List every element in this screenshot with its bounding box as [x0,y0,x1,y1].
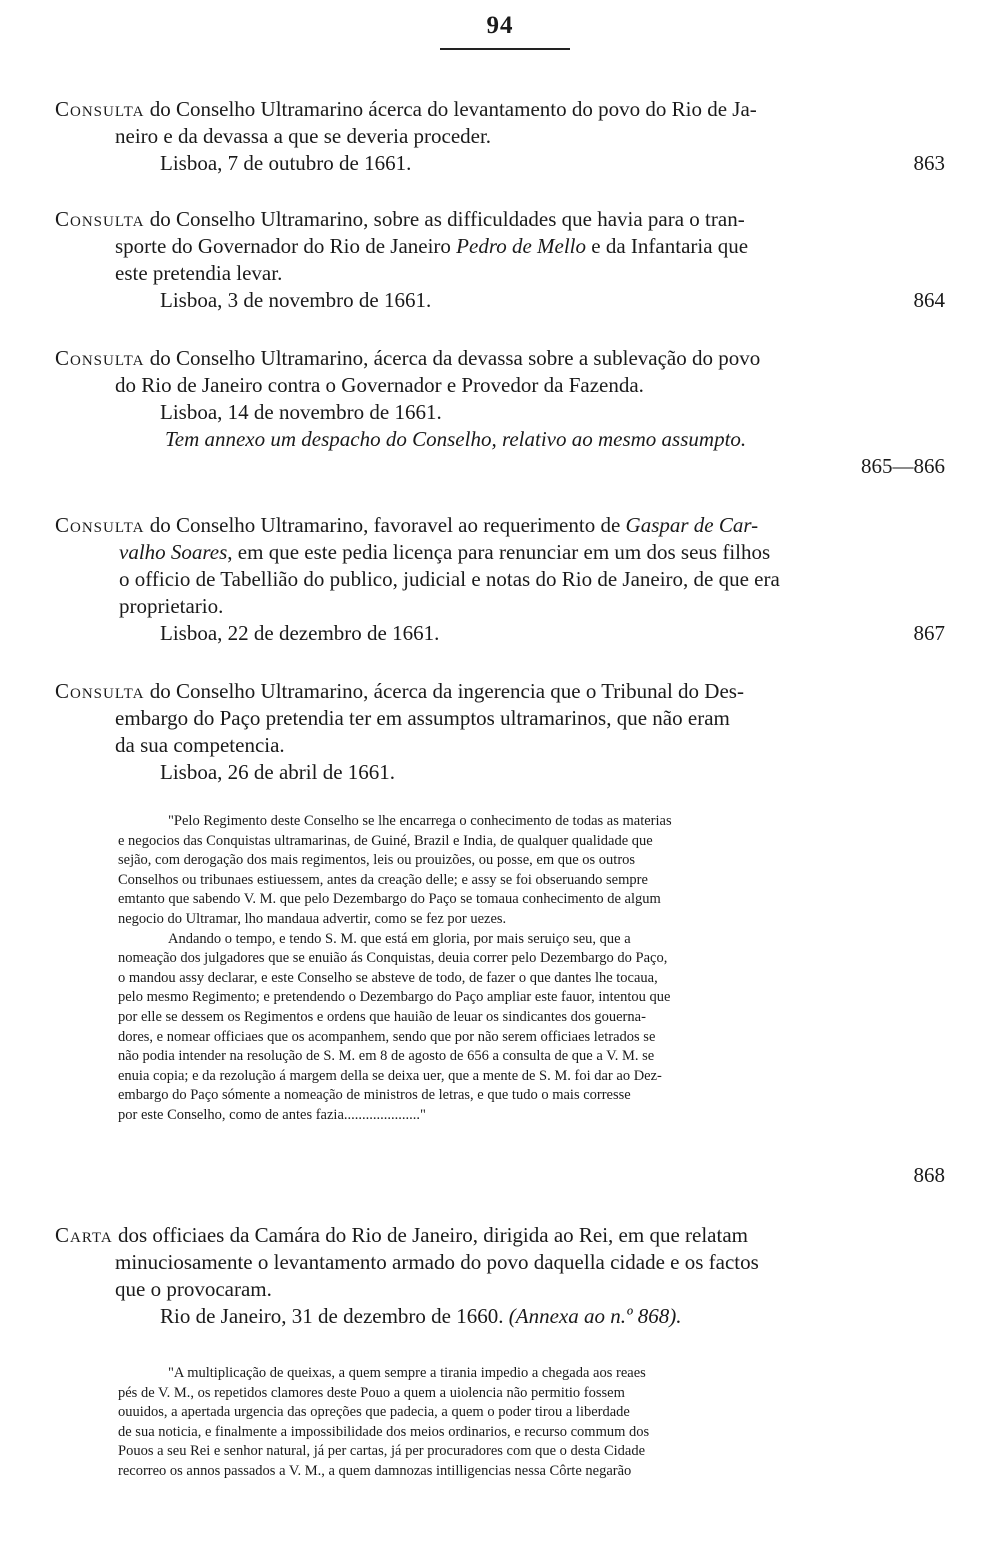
catalog-entry [55,96,945,177]
footnote-line: "Pelo Regimento deste Conselho se lhe encarrega o conhecimento de todas as materias [168,813,672,829]
entry-line: da sua competencia. [115,733,285,757]
page-number: 94 [486,12,514,39]
footnote-line: pés de V. M., os repetidos clamores deste Pouo a quem a uiolencia não permitio fossem [118,1384,625,1401]
footnote-quote [118,812,944,1126]
footnote-line: embargo do Paço sómente a nomeação de ministros de letras, e que tudo o mais corresse [118,1087,631,1104]
footnote-line: negocio do Ultramar, lho mandaua advertir, como se fez por uezes. [118,910,507,927]
entry-first-line: Consulta do Conselho Ultramarino, ácerca da ingerencia que o Tribunal do Des- [55,679,744,703]
entry-number: 865—866 [861,454,945,478]
footnote-quote [118,1364,944,1482]
catalog-entry [55,678,945,786]
footnote-line: dores, e nomear officiaes que os acompanhem, sendo que por não serem officiaes letrados se [118,1028,656,1045]
entry-annex: Tem annexo um despacho do Conselho, relativo ao mesmo assumpto. [165,427,747,451]
footnote-line: recorreo os annos passados a V. M., a quem damnozas intilligencias nessa Côrte negarão [118,1462,632,1479]
entry-first-line: Consulta do Conselho Ultramarino, favoravel ao requerimento de Gaspar de Car- [55,513,759,537]
footnote-line: Conselhos ou tribunaes estiuessem, antes da creação delle; e assy se foi obseruando sempre [118,871,648,888]
footnote-line: o mandou assy declarar, e este Conselho se absteve de todo, de fazer o que dantes lhe tocaua, [118,969,658,986]
footnote-line: nomeação dos julgadores que se enuião ás Conquistas, deuia correr pelo Dezembargo do Paço, [118,950,668,967]
header-rule [440,48,570,50]
entry-place-date: Lisboa, 14 de novembro de 1661. [160,400,442,424]
footnote-line: Andando o tempo, e tendo S. M. que está em gloria, por mais seruiço seu, que a [168,930,631,947]
entry-first-line: Carta dos officiaes da Camára do Rio de Janeiro, dirigida ao Rei, em que relatam [55,1223,748,1247]
catalog-entry [55,206,945,314]
entry-first-line: Consulta do Conselho Ultramarino ácerca do levantamento do povo do Rio de Ja- [55,97,757,121]
entry-place-date: Lisboa, 3 de novembro de 1661. 864 [160,288,945,312]
entry-number-868 [55,1162,945,1189]
entry-line: minuciosamente o levantamento armado do povo daquella cidade e os factos [115,1250,759,1274]
catalog-entry [55,345,945,480]
catalog-entry [55,1222,945,1330]
footnote-line: por elle se dessem os Regimentos e ordens que hauião de leuar os sindicantes dos gouerna- [118,1008,646,1025]
entry-lead: Consulta [55,97,145,121]
entry-number: 864 [913,288,945,312]
entry-line: valho Soares, em que este pedia licença para renunciar em um dos seus filhos [119,540,771,564]
footnote-line: por este Conselho, como de antes fazia....................." [118,1106,426,1123]
footnote-line: pelo mesmo Regimento; e pretendendo o Dezembargo do Paço ampliar este fauor, intentou que [118,989,671,1006]
entry-line: do Rio de Janeiro contra o Governador e Provedor da Fazenda. [115,373,644,397]
entry-place-date: Lisboa, 26 de abril de 1661. [160,760,396,784]
entry-line: o officio de Tabellião do publico, judicial e notas do Rio de Janeiro, de que era [119,567,780,591]
entry-lead: Consulta [55,513,145,537]
entry-line: proprietario. [119,594,224,618]
footnote-line: enuia copia; e da rezolução á margem della se deixa uer, que a mente de S. M. foi dar ao Dez- [118,1067,662,1084]
footnote-line: emtanto que sabendo V. M. que pelo Dezembargo do Paço se tomaua conhecimento de algum [118,891,661,908]
footnote-line: Pouos a seu Rei e senhor natural, já per cartas, já per procuradores com que o desta Cidade [118,1443,646,1460]
catalog-entry [55,512,945,647]
footnote-line: de sua noticia, e finalmente a impossibilidade dos meios ordinarios, e recurso commum dos [118,1423,650,1440]
entry-annex-note: (Annexa ao n.º 868). [508,1304,682,1328]
entry-line: embargo do Paço pretendia ter em assumptos ultramarinos, que não eram [115,706,730,730]
entry-first-line: Consulta do Conselho Ultramarino, sobre as difficuldades que havia para o tran- [55,207,745,231]
entry-lead: Consulta [55,679,145,703]
entry-first-line: Consulta do Conselho Ultramarino, ácerca da devassa sobre a sublevação do povo [55,346,761,370]
entry-line: sporte do Governador do Rio de Janeiro Pedro de Mello e da Infantaria que [115,234,749,258]
entry-number: 863 [913,151,945,175]
footnote-line: ouuidos, a apertada urgencia das opreções que padecia, a quem o poder tirou a liberdade [118,1404,630,1421]
footnote-line: sejão, com derogação dos mais regimentos, leis ou prouizões, ou posse, em que os outros [118,852,636,869]
entry-lead: Carta [55,1223,113,1247]
entry-lead: Consulta [55,346,145,370]
footnote-line: e negocios das Conquistas ultramarinas, de Guiné, Brazil e India, de qualquer qualidade que [118,832,653,849]
entry-number: 867 [913,621,945,645]
entry-place-date: Lisboa, 22 de dezembro de 1661. 867 [160,621,945,645]
entry-line: neiro e da devassa a que se deveria proceder. [115,124,492,148]
entry-place-date: Rio de Janeiro, 31 de dezembro de 1660. (Annexa ao n.º 868). [160,1304,682,1328]
entry-line: que o provocaram. [115,1277,272,1301]
footnote-line: "A multiplicação de queixas, a quem sempre a tirania impedio a chegada aos reaes [168,1365,646,1381]
footnote-line: não podia intender na resolução de S. M. em 8 de agosto de 656 a consulta de que a V. M. se [118,1048,655,1065]
entry-number: 868 [913,1163,945,1187]
entry-lead: Consulta [55,207,145,231]
entry-place-date: Lisboa, 7 de outubro de 1661. 863 [160,151,945,175]
entry-line: este pretendia levar. [115,261,283,285]
